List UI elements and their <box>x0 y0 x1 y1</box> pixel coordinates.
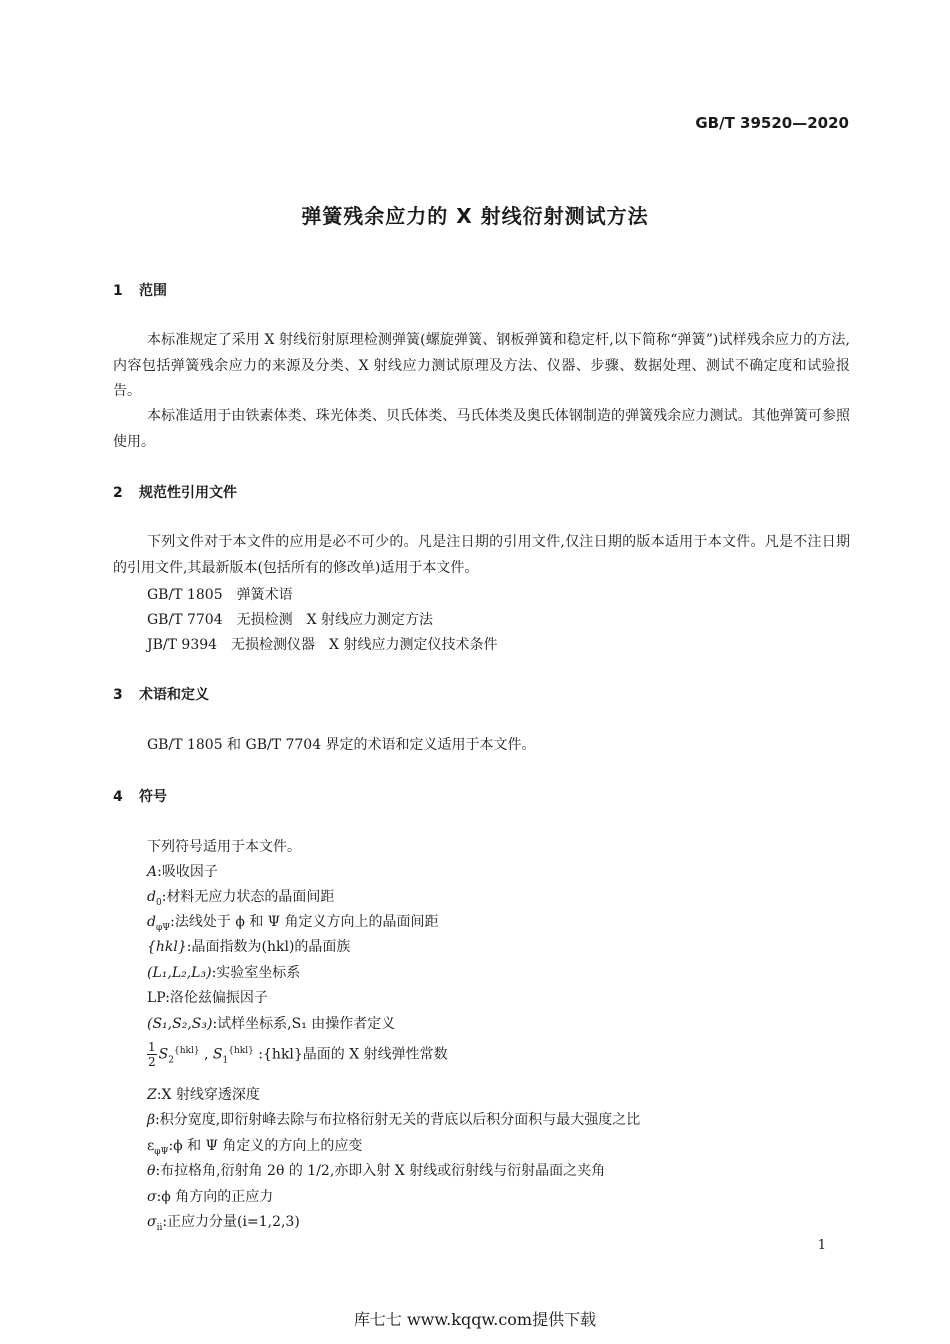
section-number: 2 <box>113 485 123 501</box>
symbol-description: :布拉格角,衍射角 2θ 的 1/2,亦即入射 X 射线或衍射线与衍射晶面之夹角 <box>155 1163 606 1179</box>
footer-watermark: 库七七 www.kqqw.com提供下载 <box>353 1310 597 1329</box>
section-number: 4 <box>113 789 123 805</box>
symbol: ε <box>147 1138 155 1154</box>
symbol-entry-elastic-constants: $\frac{1}{2}$ $S_2^{\{hkl\}}$ , $S_1^{\{hkl\}}$ :{hkl}晶面的 X 射线弹性常数 <box>148 1040 448 1069</box>
section-1-paragraph-2: 本标准适用于由铁素体类、珠光体类、贝氏体类、马氏体类及奥氏体钢制造的弹簧残余应力测试。其他弹簧可参照使用。 <box>113 408 850 450</box>
symbol: σ <box>147 1214 157 1230</box>
symbol-description: :积分宽度,即衍射峰去除与布拉格衍射无关的背底以后积分面积与最大强度之比 <box>155 1112 641 1128</box>
symbol-entry <box>147 911 439 933</box>
standard-number: GB/T 39520—2020 <box>695 114 849 132</box>
section-title: 术语和定义 <box>139 687 209 703</box>
symbols-intro: 下列符号适用于本文件。 <box>147 839 301 855</box>
symbol: d <box>147 914 156 930</box>
symbol-description: :吸收因子 <box>157 864 218 880</box>
symbol-entry <box>147 1013 395 1033</box>
symbol-entry <box>147 962 300 982</box>
symbol-description: :{hkl}晶面的 X 射线弹性常数 <box>258 1046 448 1063</box>
reference-item <box>147 609 433 629</box>
symbol-description: :晶面指数为(hkl)的晶面族 <box>186 939 351 955</box>
symbol: (L₁,L₂,L₃) <box>147 965 212 981</box>
section-4-heading <box>113 786 167 806</box>
symbol-description: :试样坐标系,S₁ 由操作者定义 <box>212 1016 396 1032</box>
symbol-subscript: 2 <box>168 1055 174 1066</box>
symbol-superscript: {hkl} <box>173 1045 200 1056</box>
symbol-entry <box>147 1186 273 1206</box>
reference-item <box>147 584 293 604</box>
symbol-description: :X 射线穿透深度 <box>156 1087 260 1103</box>
symbol-entry <box>147 1135 362 1157</box>
reference-code: GB/T 1805 <box>147 587 223 603</box>
section-1-heading <box>113 280 167 300</box>
symbol-subscript: φΨ <box>154 1146 169 1157</box>
section-number: 1 <box>113 283 123 299</box>
symbol-description: :ϕ 和 Ψ 角定义的方向上的应变 <box>168 1138 363 1154</box>
section-title: 符号 <box>139 789 167 805</box>
symbol-entry <box>147 1109 640 1129</box>
symbol-description: :实验室坐标系 <box>211 965 301 981</box>
symbol: S <box>158 1046 169 1063</box>
symbol-entry <box>147 1084 260 1104</box>
symbol: A <box>147 864 158 880</box>
symbol: θ <box>147 1163 156 1179</box>
symbol-description: :材料无应力状态的晶面间距 <box>161 889 335 905</box>
page-number: 1 <box>817 1238 826 1253</box>
symbol-description: :ϕ 角方向的正应力 <box>156 1189 274 1205</box>
symbol: β <box>147 1112 156 1128</box>
fraction-denominator: 2 <box>148 1055 156 1069</box>
fraction-numerator: 1 <box>148 1040 156 1054</box>
symbol-entry <box>147 1160 605 1180</box>
symbol-entry <box>147 936 350 956</box>
reference-name: 无损检测 X 射线应力测定方法 <box>236 612 434 628</box>
reference-item <box>147 634 497 654</box>
document-title: 弹簧残余应力的 X 射线衍射测试方法 <box>301 204 649 228</box>
reference-name: 无损检测仪器 X 射线应力测定仪技术条件 <box>231 637 498 653</box>
symbol: σ <box>147 1189 157 1205</box>
symbol-description: :洛伦兹偏振因子 <box>165 990 268 1006</box>
reference-code: JB/T 9394 <box>147 637 218 653</box>
section-2-heading <box>113 482 237 502</box>
symbol: S <box>212 1046 223 1063</box>
symbol: LP <box>147 990 166 1006</box>
symbol: (S₁,S₂,S₃) <box>147 1016 213 1032</box>
symbol-entry <box>147 886 334 908</box>
symbol: {hkl} <box>147 939 187 955</box>
fraction <box>147 1040 157 1069</box>
symbol-subscript: φΨ <box>155 922 171 933</box>
symbol-entry <box>147 861 218 881</box>
reference-name: 弹簧术语 <box>236 587 293 603</box>
symbol-description: :法线处于 ϕ 和 Ψ 角定义方向上的晶面间距 <box>170 914 439 930</box>
section-number: 3 <box>113 687 123 703</box>
symbol-subscript: 0 <box>155 897 162 908</box>
symbol-entry <box>147 1211 300 1233</box>
symbol-entry <box>147 987 268 1007</box>
symbol-subscript: 1 <box>222 1055 229 1066</box>
symbol-superscript: {hkl} <box>228 1045 254 1056</box>
section-title: 范围 <box>139 283 167 299</box>
section-2-paragraph-1: 下列文件对于本文件的应用是必不可少的。凡是注日期的引用文件,仅注日期的版本适用于本文件。凡是不注日期的引用文件,其最新版本(包括所有的修改单)适用于本文件。 <box>113 534 850 576</box>
reference-code: GB/T 7704 <box>147 612 223 628</box>
section-1-paragraph-1: 本标准规定了采用 X 射线衍射原理检测弹簧(螺旋弹簧、钢板弹簧和稳定杆,以下简称“弹簧”)试样残余应力的方法,内容包括弹簧残余应力的来源及分类、X 射线应力测试原理及方法、仪器、步骤、数据处理、测试不确定度和试验报告。 <box>113 332 850 399</box>
section-title: 规范性引用文件 <box>139 485 237 501</box>
section-3-heading <box>113 684 209 704</box>
section-3-paragraph-1: GB/T 1805 和 GB/T 7704 界定的术语和定义适用于本文件。 <box>147 737 536 753</box>
symbol: Z <box>147 1087 157 1103</box>
symbol-subscript: ii <box>156 1222 163 1233</box>
symbol-description: :正应力分量(i=1,2,3) <box>162 1214 300 1230</box>
symbol: d <box>147 889 156 905</box>
